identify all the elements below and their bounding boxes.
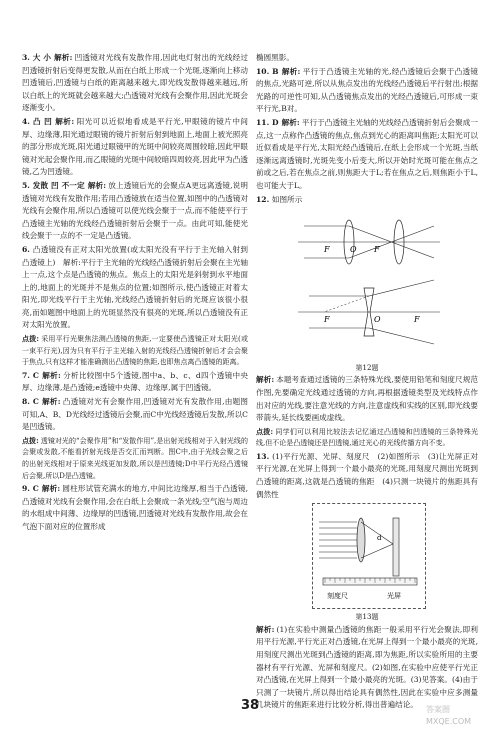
point-label: F: [414, 315, 420, 325]
answer-entry: [256, 451, 478, 501]
answer-key: 凸 凹: [33, 116, 53, 126]
question-number: 8.: [22, 397, 33, 407]
answer-entry: [22, 52, 248, 115]
figure-12: [256, 207, 478, 374]
convex-lens: [357, 518, 365, 562]
explanation-text: 阳光可以近似地看成是平行光,甲眼镜的镜片中间厚、边缘薄,阳光通过眼镜的镜片折射后射到地面上,地面上被光照亮的部分形成光斑,阳光通过眼镜甲的光斑中间较亮周围较暗,因此甲眼镜对光起会聚作用,而乙眼镜的光斑中间较暗四周较亮,因此甲为凸透镜,乙为凹透镜。: [22, 116, 248, 177]
answer-key: B: [272, 66, 279, 76]
answer-key: C: [32, 370, 39, 380]
figure-caption: 第13题: [355, 613, 379, 622]
answer-entry: [22, 396, 248, 434]
question-number: 11.: [256, 117, 272, 127]
answer-entry: [256, 117, 478, 193]
refracted-ray: [361, 544, 393, 558]
point-label: O: [350, 245, 357, 255]
question-number: 5.: [22, 180, 33, 190]
answer-entry: [22, 483, 248, 533]
answer-key: C: [32, 397, 39, 407]
answer-entry: [22, 244, 248, 332]
section-tag: 解析:: [55, 116, 75, 126]
section-tag: 解析:: [281, 117, 300, 127]
section-tag: 解析:: [54, 53, 73, 62]
explanation-text: 圆柱形试管充满水的地方,中间比边缘厚,相当于凸透镜,凸透镜对光线有会聚作用,会在白纸上会聚成一条光线;空气泡与周边的水组成中间薄、边缘厚的凹透镜,凹透镜对光线有发散作用,故会在气泡下面对应的位置形成: [22, 484, 248, 531]
explanation-text: 透镜对光的“会聚作用”和“发散作用”,是出射光线相对于入射光线的会聚或发散,不能看折射光线是否交汇而判断。图C中,由于光线会聚之后的出射光线相对于原来光线更加发散,所以是凹透镜;D中平行光经凸透镜后会聚,所以D是凸透镜。: [22, 436, 248, 480]
tip-note: [22, 333, 248, 369]
experiment-diagram: [313, 504, 425, 608]
figure-13-frame: [312, 503, 426, 609]
explanation-text: 分析比较图中5个透镜,图中a、b、c、d四个透镜中央厚、边缘薄,是凸透镜;e透镜中央薄、边缘厚,属于凹透镜。: [22, 370, 249, 393]
question-number: 9.: [22, 484, 33, 494]
question-number: 6.: [22, 244, 33, 254]
explanation-text: 同学们可以利用比较法去记忆通过凸透镜和凹透镜的三条特殊光线,但不论是凸透镜还是凹透镜,通过光心的光线传播方向不变。: [256, 427, 478, 448]
diagram-label: 刻度尺: [327, 592, 348, 601]
answer-key: C: [32, 484, 39, 494]
explanation-text: 如图所示: [271, 194, 303, 204]
section-tag: 解析:: [41, 370, 61, 380]
right-column: [256, 52, 478, 713]
explanation-text: 凸透镜对光有会聚作用,凹透镜对光有发散作用,由题图可知,A、B、D光线经过透镜后会聚,而C中光线经透镜后发散,所以C是凹透镜。: [22, 397, 248, 432]
ray-extension: [324, 296, 369, 312]
answer-entry: [22, 370, 248, 395]
section-tag: 解析:: [41, 484, 61, 494]
explanation-text: 椭圆黑影。: [256, 53, 294, 62]
light-screen: [393, 518, 399, 576]
explanation-text: 凸透镜没有正对太阳光放置(或太阳光没有平行于主光轴入射到凸透镜上) 解析:平行于主光轴的光线经凸透镜折射后会聚在主光轴上一点,这个点是凸透镜的焦点。焦点上的太阳光是斜射到水平地面上的,地面上的光斑并不是焦点的位置;如图所示,使凸透镜正对着太阳光,即光线平行于主光轴,光线经凸透镜折射后的光斑应该很小很亮,而如题图中地面上的光斑显然没有很亮的光斑,所以凸透镜没有正对太阳光放置。: [22, 244, 248, 330]
explanation-text: 本题考查通过透镜的三条特殊光线,要使用铅笔和刻度尺规范作图,先要确定光线通过透镜的方向,再根据透镜类型及光线特点作出对应的光线,要注意光线的方向,注意虚线和实线的区别,即光线要带箭头,延长线要画成虚线。: [256, 375, 478, 423]
question-number: 7.: [22, 370, 33, 380]
explanation-text: 平行于凸透镜主光轴的光,经凸透镜后会聚于凸透镜的焦点,光路可逆,所以从焦点发出的光线经凸透镜后平行射出;根据光路的可逆性可知,从凸透镜焦点发出的光经凸透镜后,可形成一束平行光,B对。: [256, 66, 478, 114]
page-number: 38: [240, 698, 260, 713]
answer-entry: [256, 374, 478, 424]
point-label: F: [324, 245, 330, 255]
diagram-label: d: [377, 534, 382, 543]
section-tag: 点拨:: [22, 334, 39, 344]
answer-entry: [22, 116, 248, 179]
point-label: F: [374, 245, 380, 255]
figure-caption: 第12题: [355, 363, 379, 372]
section-tag: 点拨:: [256, 426, 274, 436]
watermark-logo: [422, 698, 492, 730]
tip-note: [22, 435, 248, 482]
answer-key: 发散 凹 不一定: [32, 180, 85, 190]
explanation-text: 平行于凸透镜主光轴的光线经凸透镜折射后会聚成一点,这一点称作凸透镜的焦点,焦点到光心的距离叫焦距;太阳光可以近似看成是平行光,太阳光经凸透镜后,在纸上会形成一个光斑,当纸逐渐远离透镜时,光斑先变小后变大,所以开始时光斑可能在焦点之前或之后,若在焦点之前,则焦距大于L;若在焦点之后,则焦距小于L,也可能大于L。: [256, 117, 478, 190]
explanation-text: 凹透镜对光线有发散作用,因此电灯射出的光线经过凹透镜折射后变得更发散,从而在白纸上形成一个光斑,逐渐向上移动凹透镜后,凹透镜与白纸的距离越来越大,即光线发散得越来越远,所以白纸上的光斑就会越来越大;凸透镜对光线有会聚作用,因此光斑会逐渐变小。: [22, 53, 248, 113]
section-tag: 解析:: [256, 375, 275, 385]
section-tag: 解析:: [281, 66, 301, 76]
section-tag: 解析:: [256, 624, 275, 634]
answer-entry: [256, 194, 478, 207]
question-number: 4.: [22, 116, 34, 126]
ray-diagrams: [294, 209, 444, 355]
tip-note: [256, 426, 478, 450]
watermark-line-2: MXQE.COM: [426, 717, 472, 726]
explanation-text: (1)平行光源、光屏、刻度尺 (2)如图所示 (3)让光屏正对平行光源,在光屏上得到一个最小最亮的光斑,用刻度尺测出光斑到凸透镜的距离,这就是凸透镜的焦距 (4)只测一块镜片的焦距具有偶然性: [256, 451, 478, 499]
point-label: O: [374, 315, 381, 325]
explanation-text: (1)在实验中测量凸透镜的焦距一般采用平行光会聚法,即利用平行光源,平行光正对凸透镜,在光屏上得到一个最小最亮的光斑,用刻度尺测出光斑到凸透镜的距离,即为焦距,所以实验所用的主要器材有平行光源、光屏和刻度尺。(2)如图,在实验中应使平行光正对凸透镜,在光屏上得到一个最小最亮的光斑。(3)见答案。(4)由于只测了一块镜片,所以得出结论具有偶然性,因此在实验中应多测量几块镜片的焦距来进行比较分析,得出普遍结论。: [256, 624, 478, 710]
answer-entry: [256, 66, 478, 116]
answer-key: 大 小: [32, 53, 52, 62]
explanation-text: 采用平行光聚焦法测凸透镜的焦距,一定要使凸透镜正对太阳光(或一束平行光),因为只有平行于主光轴入射的光线经凸透镜折射后才会会聚于焦点,只有这样才能准确测出凸透镜的焦距,也即焦点离凸透镜的距离。: [22, 335, 248, 367]
section-tag: 解析:: [87, 180, 107, 190]
diagram-label: 光屏: [387, 592, 401, 601]
answer-entry: [256, 52, 478, 65]
figure-13: [256, 503, 478, 624]
question-number: 10.: [256, 66, 273, 76]
answer-entry: [22, 180, 248, 243]
question-number: 12.: [256, 194, 272, 204]
question-number: 13.: [256, 451, 273, 461]
section-tag: 解析:: [41, 397, 61, 407]
ray: [369, 280, 434, 296]
left-column: [22, 52, 248, 535]
question-number: 3.: [22, 53, 33, 62]
answer-key: D: [271, 117, 279, 127]
explanation-text: 放上透镜后光的会聚点A更远离透镜,说明透镜对光线有发散作用;若用凸透镜放在适当位置,如图中的凸透镜对光线有会聚作用,所以凸透镜可以使光线会聚于一点,而不能使平行于凸透镜主光轴的光线经凸透镜折射后会聚于一点。由此可知,能使光线会聚于一点的不一定是凸透镜。: [22, 180, 248, 241]
watermark-line-1: 答案圈: [426, 705, 450, 714]
ray: [369, 328, 434, 344]
point-label: F: [324, 315, 330, 325]
section-tag: 点拨:: [22, 435, 39, 445]
